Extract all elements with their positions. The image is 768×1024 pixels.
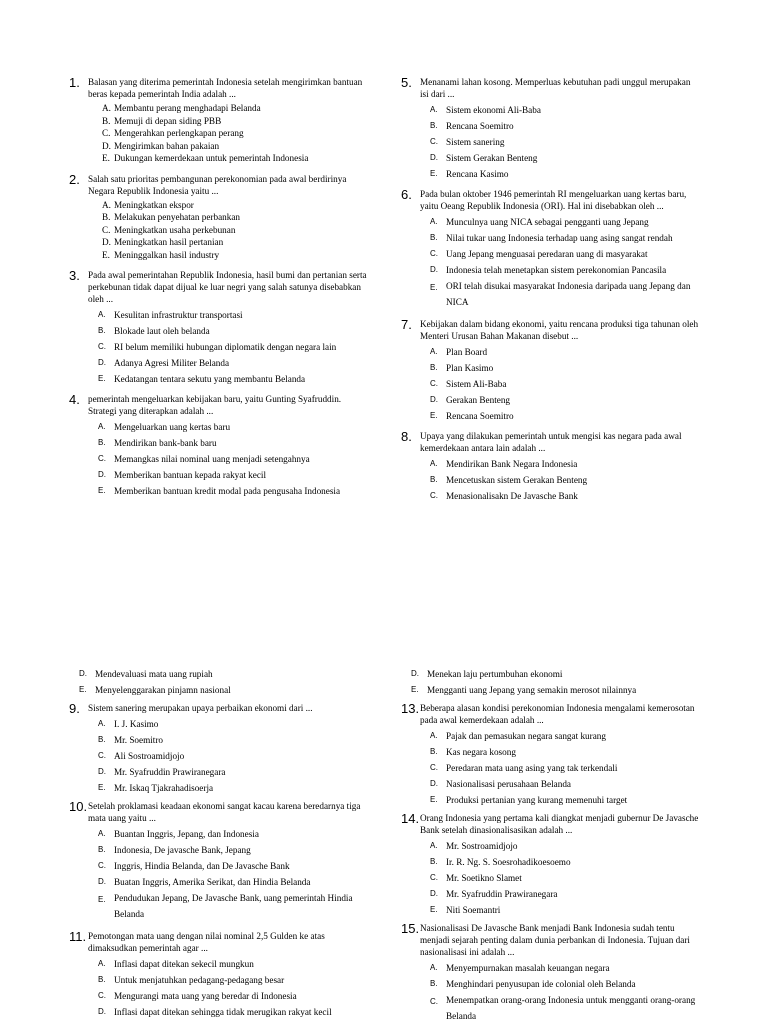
- option-text: Meninggalkan hasil industry: [114, 249, 220, 260]
- option[interactable]: [420, 230, 701, 246]
- option-text: Inggris, Hindia Belanda, dan De Javasche Bank: [114, 861, 290, 871]
- option[interactable]: [420, 166, 701, 182]
- option-text: Niti Soemantri: [446, 905, 501, 915]
- option[interactable]: [88, 127, 369, 140]
- option[interactable]: [88, 140, 369, 153]
- option-letter: E.: [79, 685, 87, 694]
- option-text: Rencana Soemitro: [446, 411, 514, 421]
- option-letter: A.: [430, 459, 438, 468]
- option-text: Mengganti uang Jepang yang semakin merosot nilainnya: [427, 685, 637, 695]
- option-letter: E.: [430, 795, 438, 804]
- option-letter: B.: [98, 845, 106, 854]
- option-letter: E.: [102, 249, 110, 260]
- option-text: Mendirikan Bank Negara Indonesia: [446, 459, 578, 469]
- option-letter: D.: [102, 140, 111, 151]
- option[interactable]: [88, 988, 374, 1004]
- option-letter: B.: [430, 363, 438, 372]
- option-letter: C.: [430, 379, 438, 388]
- option-letter: A.: [430, 105, 438, 114]
- question-number: 2.: [69, 171, 80, 187]
- option[interactable]: [420, 760, 701, 776]
- options-list: [420, 728, 701, 808]
- option[interactable]: [420, 902, 701, 918]
- option-text: Menasionalisakn De Javasche Bank: [446, 491, 578, 501]
- option-text: Rencana Kasimo: [446, 169, 509, 179]
- option-text: Meningkatkan hasil pertanian: [114, 237, 224, 247]
- option-text: Sistem Gerakan Benteng: [446, 153, 538, 163]
- option[interactable]: [420, 854, 701, 870]
- question-4: [69, 393, 369, 499]
- option[interactable]: [420, 992, 701, 1024]
- option[interactable]: [88, 858, 374, 874]
- option-letter: A.: [98, 959, 106, 968]
- question-15: [401, 922, 701, 1024]
- option-text: Nilai tukar uang Indonesia terhadap uang asing sangat rendah: [446, 233, 673, 243]
- option[interactable]: [88, 890, 374, 922]
- option[interactable]: [88, 199, 369, 212]
- option-text: Menyelenggarakan pinjamn nasional: [95, 685, 231, 695]
- option-letter: A.: [430, 217, 438, 226]
- question-2: [69, 173, 369, 262]
- option[interactable]: [88, 355, 369, 371]
- question-9: [69, 702, 374, 796]
- option[interactable]: [420, 246, 701, 262]
- option-letter: D.: [98, 470, 106, 479]
- option[interactable]: [401, 682, 701, 698]
- option-text: Produksi pertanian yang kurang memenuhi target: [446, 795, 628, 805]
- option-letter: D.: [430, 889, 438, 898]
- option-text: Plan Kasimo: [446, 363, 494, 373]
- option[interactable]: [69, 666, 374, 682]
- option[interactable]: [401, 666, 701, 682]
- question-text: Pada awal pemerintahan Republik Indonesia, hasil bumi dan pertanian serta perkebunan tidak dapat dijual ke luar negri yang salah satunya disebabkan oleh ...: [88, 270, 367, 304]
- option-letter: B.: [430, 979, 438, 988]
- option-text: Adanya Agresi Militer Belanda: [114, 358, 230, 368]
- options-list: [420, 456, 701, 504]
- question-number: 14.: [401, 811, 420, 826]
- option-letter: B.: [430, 475, 438, 484]
- option-letter: A.: [430, 347, 438, 356]
- option-letter: D.: [98, 1007, 106, 1016]
- option[interactable]: [88, 732, 374, 748]
- option[interactable]: [88, 115, 369, 128]
- option-letter: D.: [430, 153, 438, 162]
- question-1: [69, 76, 369, 165]
- top-right-column: [401, 76, 701, 504]
- option[interactable]: [88, 748, 374, 764]
- option-text: Pajak dan pemasukan negara sangat kurang: [446, 731, 606, 741]
- option[interactable]: [88, 102, 369, 115]
- question-6: [401, 188, 701, 310]
- options-list: [88, 102, 369, 165]
- option-text: I. J. Kasimo: [114, 719, 159, 729]
- option-text: Kedatangan tentara sekutu yang membantu Belanda: [114, 374, 306, 384]
- option-letter: B.: [98, 438, 106, 447]
- option-letter: E.: [102, 153, 110, 163]
- question-number: 7.: [401, 317, 412, 332]
- question-text: Pemotongan mata uang dengan nilai nominal 2,5 Gulden ke atas dimaksudkan pemerintah agar ...: [88, 931, 325, 953]
- option-letter: A.: [102, 199, 111, 210]
- option-letter: A.: [102, 103, 111, 113]
- option-letter: B.: [430, 233, 438, 242]
- option-text: Indonesia, De javasche Bank, Jepang: [114, 845, 251, 855]
- question-number: 10.: [69, 799, 88, 814]
- option-text: Memangkas nilai nominal uang menjadi setengahnya: [114, 454, 310, 464]
- option-letter: B.: [98, 975, 106, 984]
- option-letter: E.: [98, 486, 106, 495]
- bottom-right-column: [401, 664, 701, 1024]
- options-list: [420, 102, 701, 182]
- question-text: Setelah proklamasi keadaan ekonomi sangat kacau karena beredarnya tiga mata uang yaitu ...: [88, 801, 361, 823]
- option-text: Membantu perang menghadapi Belanda: [114, 103, 261, 113]
- option-text: Inflasi dapat ditekan sehingga tidak merugikan rakyat kecil: [114, 1007, 332, 1017]
- option-text: Mr. Soemitro: [114, 735, 164, 745]
- option-text: Dukungan kemerdekaan untuk pemerintah Indonesia: [114, 153, 309, 163]
- option[interactable]: [88, 224, 369, 237]
- option-text: Memberikan bantuan kepada rakyat kecil: [114, 470, 267, 480]
- question-5: [401, 76, 701, 182]
- option-text: Menghindari penyusupan ide colonial oleh Belanda: [446, 979, 636, 989]
- option[interactable]: [420, 728, 701, 744]
- option-text: Buatan Inggris, Amerika Serikat, dan Hindia Belanda: [114, 877, 311, 887]
- option-text: Mr. Syafruddin Prawiranegara: [446, 889, 558, 899]
- option-text: Sistem Ali-Baba: [446, 379, 507, 389]
- option-letter: B.: [98, 735, 106, 744]
- option-letter: B.: [430, 747, 438, 756]
- question-number: 3.: [69, 268, 80, 283]
- option[interactable]: [88, 467, 369, 483]
- option[interactable]: [420, 792, 701, 808]
- option-text: Ir. R. Ng. S. Soesrohadikoesoemo: [446, 857, 571, 867]
- option-letter: E.: [430, 411, 438, 420]
- option-letter: A.: [430, 731, 438, 740]
- option-text: Munculnya uang NICA sebagai pengganti uang Jepang: [446, 217, 649, 227]
- question-text: Kebijakan dalam bidang ekonomi, yaitu rencana produksi tiga tahunan oleh Menteri Urusan Bahan Makanan disebut ...: [420, 319, 699, 341]
- option[interactable]: [88, 211, 369, 224]
- option[interactable]: [420, 408, 701, 424]
- option-letter: B.: [102, 115, 111, 126]
- option[interactable]: [420, 134, 701, 150]
- option-letter: C.: [102, 224, 111, 235]
- option[interactable]: [88, 451, 369, 467]
- option-text: Gerakan Benteng: [446, 395, 511, 405]
- option-letter: C.: [430, 249, 438, 258]
- option-letter: A.: [98, 422, 106, 431]
- question-7: [401, 318, 701, 424]
- option[interactable]: [88, 764, 374, 780]
- option[interactable]: [88, 371, 369, 387]
- option-letter: B.: [98, 326, 106, 335]
- option-letter: B.: [430, 121, 438, 130]
- option-text: Sistem ekonomi Ali-Baba: [446, 105, 541, 115]
- option[interactable]: [88, 435, 369, 451]
- option-text: Menempatkan orang-orang Indonesia untuk mengganti orang-orang Belanda: [446, 995, 696, 1021]
- option[interactable]: [88, 236, 369, 249]
- option-letter: E.: [430, 169, 438, 178]
- question-text: Balasan yang diterima pemerintah Indonesia setelah mengirimkan bantuan beras kepada pemerintah India adalah ...: [88, 77, 363, 99]
- option-letter: C.: [98, 751, 106, 760]
- option-letter: C.: [430, 491, 438, 500]
- option-text: Sistem sanering: [446, 137, 505, 147]
- option[interactable]: [88, 249, 369, 262]
- option-letter: D.: [102, 237, 111, 247]
- option-text: Mengirimkan bahan pakaian: [114, 140, 220, 151]
- option[interactable]: [420, 776, 701, 792]
- option-letter: B.: [102, 212, 111, 222]
- option-letter: A.: [430, 841, 438, 850]
- option-letter: C.: [430, 763, 438, 772]
- question-number: 4.: [69, 392, 80, 407]
- option-text: Meningkatkan usaha perkebunan: [114, 224, 236, 235]
- option-text: ORI telah disukai masyarakat Indonesia daripada uang Jepang dan NICA: [446, 281, 691, 307]
- option-letter: A.: [98, 310, 106, 319]
- option-text: Peredaran mata uang asing yang tak terkendali: [446, 763, 618, 773]
- question-text: Pada bulan oktober 1946 pemerintah RI mengeluarkan uang kertas baru, yaitu Oeang Republik Indonesia (ORI). Hal ini disebabkan oleh ...: [420, 189, 687, 211]
- question-text: Sistem sanering merupakan upaya perbaikan ekonomi dari ...: [88, 703, 313, 713]
- option-letter: D.: [98, 358, 106, 367]
- option-letter: E.: [411, 685, 419, 694]
- option-text: RI belum memiliki hubungan diplomatik dengan negara lain: [114, 342, 337, 352]
- option[interactable]: [420, 976, 701, 992]
- option[interactable]: [420, 360, 701, 376]
- option-text: Kas negara kosong: [446, 747, 516, 757]
- question-11: [69, 930, 374, 1020]
- question-13: [401, 702, 701, 808]
- options-list: [88, 716, 374, 796]
- options-list: [420, 214, 701, 310]
- option-text: Ali Sostroamidjojo: [114, 751, 185, 761]
- option-text: Mencetuskan sistem Gerakan Benteng: [446, 475, 588, 485]
- option[interactable]: [420, 886, 701, 902]
- question-text: Beberapa alasan kondisi perekonomian Indonesia mengalami kemerosotan pada awal kemerdekaan adalah ...: [420, 703, 695, 725]
- option[interactable]: [88, 826, 374, 842]
- option-text: Pendudukan Jepang, De Javasche Bank, uang pemerintah Hindia Belanda: [114, 893, 353, 919]
- option[interactable]: [88, 842, 374, 858]
- option[interactable]: [420, 838, 701, 854]
- option[interactable]: [420, 456, 701, 472]
- option-text: Mengurangi mata uang yang beredar di Indonesia: [114, 991, 297, 1001]
- option-letter: E.: [430, 283, 438, 292]
- option-text: Indonesia telah menetapkan sistem perekonomian Pancasila: [446, 265, 667, 275]
- option-text: Nasionalisasi perusahaan Belanda: [446, 779, 572, 789]
- option[interactable]: [88, 972, 374, 988]
- question-text: Salah satu prioritas pembangunan perekonomian pada awal berdirinya Negara Republik Indonesia yaitu ...: [88, 173, 347, 196]
- option[interactable]: [420, 960, 701, 976]
- option-text: Menekan laju pertumbuhan ekonomi: [427, 669, 563, 679]
- option[interactable]: [88, 307, 369, 323]
- top-left-column: [69, 76, 369, 499]
- option[interactable]: [420, 278, 701, 310]
- option-text: Mr. Soetikno Slamet: [446, 873, 522, 883]
- option-letter: D.: [430, 265, 438, 274]
- question-3: [69, 269, 369, 387]
- option-text: Plan Board: [446, 347, 488, 357]
- option-letter: C.: [98, 991, 106, 1000]
- option-text: Mr. Syafruddin Prawiranegara: [114, 767, 226, 777]
- option-text: Memberikan bantuan kredit modal pada pengusaha Indonesia: [114, 486, 341, 496]
- option-letter: C.: [430, 997, 438, 1006]
- option[interactable]: [420, 870, 701, 886]
- question-text: Nasionalisasi De Javasche Bank menjadi Bank Indonesia sudah tentu menjadi sejarah penting dalam dunia perbankan di Indonesia. Tujuan dari nasionalisasi ini adalah ...: [420, 923, 690, 957]
- question-10: [69, 800, 374, 922]
- option-letter: D.: [79, 669, 87, 678]
- option[interactable]: [420, 744, 701, 760]
- option-text: Untuk menjatuhkan pedagang-pedagang besar: [114, 975, 285, 985]
- option-text: Menyempurnakan masalah keuangan negara: [446, 963, 610, 973]
- question-number: 11.: [69, 929, 87, 944]
- question-number: 13.: [401, 701, 420, 716]
- option-letter: D.: [430, 395, 438, 404]
- option-letter: C.: [98, 454, 106, 463]
- option-text: Buantan Inggris, Jepang, dan Indonesia: [114, 829, 259, 839]
- option[interactable]: [420, 102, 701, 118]
- question-14: [401, 812, 701, 918]
- option-letter: C.: [98, 342, 106, 351]
- option-text: Kesulitan infrastruktur transportasi: [114, 310, 243, 320]
- option-text: Rencana Soemitro: [446, 121, 514, 131]
- option[interactable]: [88, 716, 374, 732]
- option-text: Meningkatkan ekspor: [114, 199, 194, 210]
- option[interactable]: [88, 483, 369, 499]
- option[interactable]: [88, 1004, 374, 1020]
- option[interactable]: [420, 344, 701, 360]
- question-number: 15.: [401, 921, 420, 936]
- options-list: [88, 826, 374, 922]
- option[interactable]: [88, 780, 374, 796]
- option[interactable]: [420, 376, 701, 392]
- option-text: Mr. Sostroamidjojo: [446, 841, 518, 851]
- question-number: 6.: [401, 187, 412, 202]
- continued-options: [401, 666, 701, 698]
- option-letter: A.: [98, 719, 106, 728]
- option[interactable]: [88, 419, 369, 435]
- option[interactable]: [420, 488, 701, 504]
- option[interactable]: [420, 392, 701, 408]
- option-letter: C.: [102, 128, 111, 138]
- option[interactable]: [420, 262, 701, 278]
- option[interactable]: [420, 118, 701, 134]
- option[interactable]: [88, 152, 369, 165]
- option[interactable]: [420, 214, 701, 230]
- options-list: [88, 199, 369, 262]
- question-text: Menanami lahan kosong. Memperluas kebutuhan padi unggul merupakan isi dari ...: [420, 77, 691, 99]
- option-letter: D.: [98, 767, 106, 776]
- option-letter: E.: [98, 895, 106, 904]
- question-text: Orang Indonesia yang pertama kali diangkat menjadi gubernur De Javasche Bank setelah dinasionalisasikan adalah ...: [420, 813, 699, 835]
- options-list: [88, 956, 374, 1020]
- option-text: Melakukan penyehatan perbankan: [114, 212, 241, 222]
- option-letter: D.: [430, 779, 438, 788]
- option-letter: E.: [98, 374, 106, 383]
- option[interactable]: [420, 150, 701, 166]
- option[interactable]: [88, 323, 369, 339]
- option-text: Uang Jepang menguasai peredaran uang di masyarakat: [446, 249, 648, 259]
- options-list: [420, 344, 701, 424]
- option-letter: C.: [98, 861, 106, 870]
- option-letter: E.: [98, 783, 106, 792]
- option-letter: B.: [430, 857, 438, 866]
- option-text: Mendevaluasi mata uang rupiah: [95, 669, 213, 679]
- option-text: Blokade laut oleh belanda: [114, 326, 210, 336]
- option-text: Memuji di depan siding PBB: [114, 115, 222, 126]
- option[interactable]: [420, 472, 701, 488]
- question-number: 5.: [401, 75, 412, 90]
- option-text: Mendirikan bank-bank baru: [114, 438, 217, 448]
- question-text: Upaya yang dilakukan pemerintah untuk mengisi kas negara pada awal kemerdekaan antara lain adalah ...: [420, 431, 682, 453]
- question-number: 1.: [69, 75, 80, 90]
- option-letter: A.: [98, 829, 106, 838]
- option-letter: C.: [430, 873, 438, 882]
- option-text: Mr. Iskaq Tjakrahadisoerja: [114, 783, 214, 793]
- option[interactable]: [88, 874, 374, 890]
- question-number: 9.: [69, 701, 80, 716]
- continued-options: [69, 666, 374, 698]
- option-letter: A.: [430, 963, 438, 972]
- option[interactable]: [69, 682, 374, 698]
- option-letter: D.: [98, 877, 106, 886]
- question-text: pemerintah mengeluarkan kebijakan baru, yaitu Gunting Syafruddin. Strategi yang diterapkan adalah ...: [88, 394, 342, 416]
- option[interactable]: [88, 956, 374, 972]
- options-list: [420, 838, 701, 918]
- option[interactable]: [88, 339, 369, 355]
- option-letter: D.: [411, 669, 419, 678]
- option-letter: E.: [430, 905, 438, 914]
- option-text: Mengeluarkan uang kertas baru: [114, 422, 231, 432]
- options-list: [88, 307, 369, 387]
- option-text: Inflasi dapat ditekan sekecil mungkun: [114, 959, 254, 969]
- options-list: [420, 960, 701, 1024]
- question-number: 8.: [401, 429, 412, 444]
- options-list: [88, 419, 369, 499]
- question-8: [401, 430, 701, 504]
- option-text: Mengerahkan perlengkapan perang: [114, 128, 244, 138]
- bottom-left-column: [69, 664, 374, 1020]
- option-letter: C.: [430, 137, 438, 146]
